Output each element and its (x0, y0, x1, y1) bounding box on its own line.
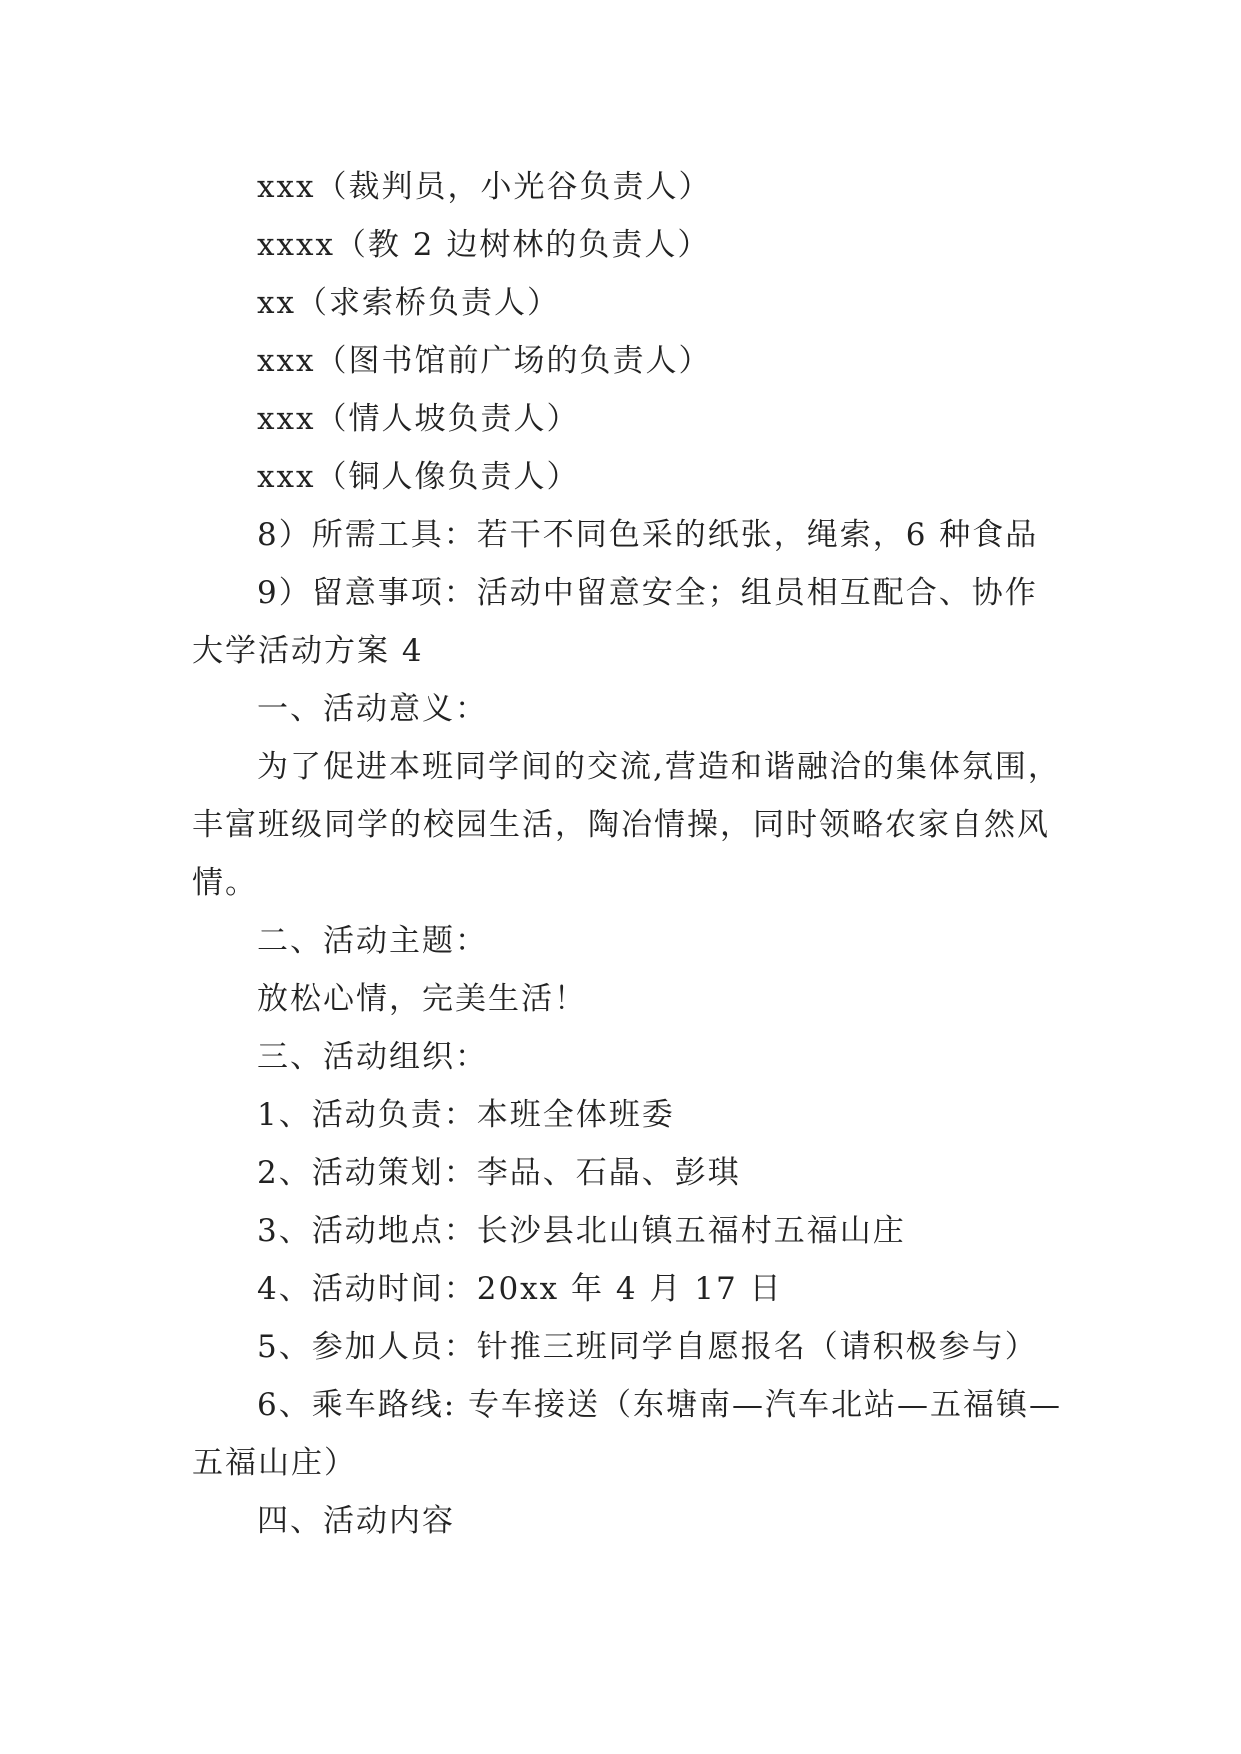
section-heading: 二、活动主题： (257, 923, 488, 959)
text-line: 8）所需工具：若干不同色采的纸张，绳索，6 种食品 (257, 517, 1039, 553)
paragraph-line: 情。 (192, 865, 258, 901)
list-item: 1、活动负责：本班全体班委 (257, 1097, 675, 1133)
section-heading: 一、活动意义： (257, 691, 488, 727)
section-title: 大学活动方案 4 (192, 633, 424, 669)
paragraph-line: 为了促进本班同学间的交流,营造和谐融洽的集体氛围， (257, 749, 1061, 785)
text-line: xxx（铜人像负责人） (257, 459, 580, 495)
section-heading: 三、活动组织： (257, 1039, 488, 1075)
text-line: xxx（情人坡负责人） (257, 401, 580, 437)
text-line: xx（求索桥负责人） (257, 285, 560, 321)
text-line: xxx（裁判员，小光谷负责人） (257, 169, 712, 205)
list-item: 6、乘车路线: 专车接送（东塘南—汽车北站—五福镇— (257, 1387, 1063, 1423)
list-item: 3、活动地点：长沙县北山镇五福村五福山庄 (257, 1213, 906, 1249)
paragraph-line: 丰富班级同学的校园生活，陶冶情操，同时领略农家自然风 (192, 807, 1050, 843)
section-heading: 四、活动内容 (257, 1503, 455, 1539)
list-item: 4、活动时间：20xx 年 4 月 17 日 (257, 1271, 783, 1307)
text-line: xxx（图书馆前广场的负责人） (257, 343, 712, 379)
text-line: xxxx（教 2 边树林的负责人） (257, 227, 711, 263)
document-body (192, 158, 1072, 1550)
list-item: 5、参加人员：针推三班同学自愿报名（请积极参与） (257, 1329, 1038, 1365)
text-line: 放松心情，完美生活！ (257, 981, 587, 1017)
text-line: 9）留意事项：活动中留意安全；组员相互配合、协作 (257, 575, 1038, 611)
list-item-continuation: 五福山庄） (192, 1445, 357, 1481)
list-item: 2、活动策划：李品、石晶、彭琪 (257, 1155, 741, 1191)
